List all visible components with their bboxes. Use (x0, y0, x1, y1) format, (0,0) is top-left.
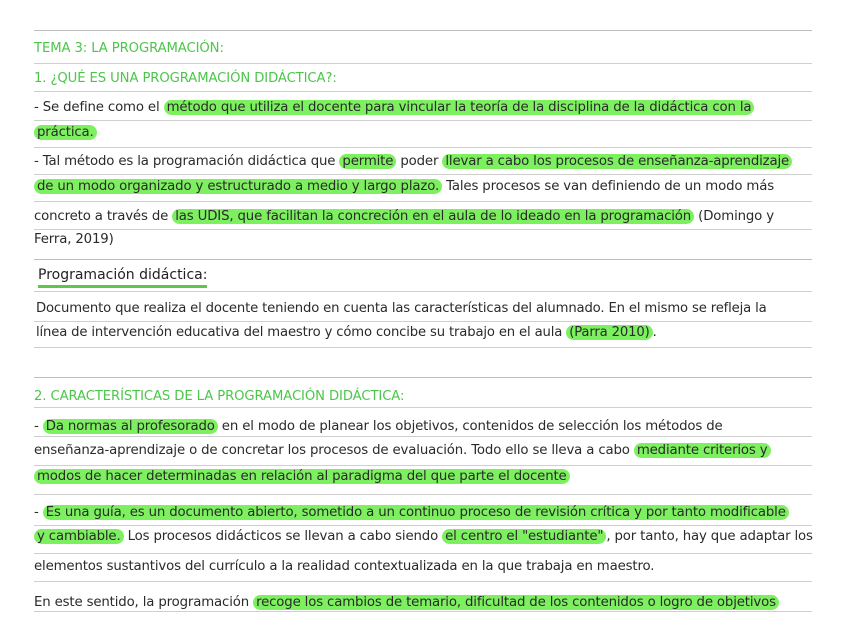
ruled-line (34, 553, 812, 554)
ruled-line (34, 63, 812, 64)
ruled-line (34, 436, 812, 437)
p2-line-2: de un modo organizado y estructurado a medio y largo plazo. Tales procesos se van definiendo de un modo más (34, 178, 814, 196)
highlight: permite (339, 154, 396, 169)
highlight: recoge los cambios de temario, dificultad de los contenidos o logro de objetivos (253, 595, 779, 610)
ruled-line (34, 407, 812, 408)
ruled-line (34, 201, 812, 202)
ruled-line (34, 120, 812, 121)
c2-line-3: elementos sustantivos del currículo a la realidad contextualizada en la que trabaja en maestro. (34, 559, 655, 574)
p2-line-3: concreto a través de las UDIS, que facilitan la concreción en el aula de lo ideado en la programación (Domingo y (34, 209, 774, 224)
c2-line-1: - Es una guía, es un documento abierto, sometido a un continuo proceso de revisión crítica y por tanto modificable (34, 504, 814, 522)
highlight: mediante criterios y (634, 443, 771, 458)
c1-line-3 (34, 468, 814, 486)
ruled-line (34, 525, 812, 526)
ruled-line (34, 494, 812, 495)
ruled-line (34, 377, 812, 378)
p1-line-1: - Se define como el método que utiliza el docente para vincular la teoría de la disciplina de la didáctica con la (34, 99, 814, 117)
highlight: de un modo organizado y estructurado a medio y largo plazo. (34, 179, 442, 194)
ruled-line (34, 291, 812, 292)
highlight: Da normas al profesorado (43, 419, 218, 434)
highlight: modos de hacer determinadas en relación al paradigma del que parte el docente (34, 469, 570, 484)
highlight: (Parra 2010) (566, 325, 652, 340)
highlight: las UDIS, que facilitan la concreción en el aula de lo ideado en la programación (172, 209, 694, 224)
heading-tema: TEMA 3: LA PROGRAMACIÓN: (34, 41, 224, 56)
heading-section-2: 2. CARACTERÍSTICAS DE LA PROGRAMACIÓN DIDÁCTICA: (34, 389, 405, 404)
c1-line-2: enseñanza-aprendizaje o de concretar los procesos de evaluación. Todo ello se lleva a cabo mediante criterios y (34, 442, 814, 460)
definition-title: Programación didáctica: (38, 266, 207, 288)
definition-line-2: línea de intervención educativa del maestro y cómo concibe su trabajo en el aula (Parra 2010) . (36, 325, 657, 340)
c1-line-1: - Da normas al profesorado en el modo de planear los objetivos, contenidos de selección los métodos de (34, 419, 723, 434)
ruled-line (34, 91, 812, 92)
ruled-line (34, 30, 812, 31)
highlight: llevar a cabo los procesos de enseñanza-aprendizaje (442, 154, 792, 169)
p2-line-1: - Tal método es la programación didáctica que permite poder llevar a cabo los procesos de enseñanza-aprendizaje (34, 153, 814, 171)
p1-line-2 (34, 124, 814, 142)
p2-line-4: Ferra, 2019) (34, 232, 114, 247)
heading-section-1: 1. ¿QUÉ ES UNA PROGRAMACIÓN DIDÁCTICA?: (34, 71, 337, 86)
ruled-line (34, 174, 812, 175)
highlight: método que utiliza el docente para vincular la teoría de la disciplina de la didáctica con la (164, 100, 755, 115)
ruled-line (34, 321, 812, 322)
ruled-line (34, 465, 812, 466)
ruled-line (34, 347, 812, 348)
highlight: Es una guía, es un documento abierto, sometido a un continuo proceso de revisión crítica y por tanto modificable (43, 505, 789, 520)
ruled-line (34, 259, 812, 260)
highlight: y cambiable. (34, 529, 124, 544)
highlight: el centro el "estudiante" (442, 529, 606, 544)
highlight: práctica. (34, 125, 97, 140)
ruled-line (34, 581, 812, 582)
ruled-line (34, 147, 812, 148)
ruled-line (34, 229, 812, 230)
c3-line-1: En este sentido, la programación recoge los cambios de temario, dificultad de los contenidos o logro de objetivos (34, 594, 814, 612)
definition-line-1: Documento que realiza el docente teniendo en cuenta las características del alumnado. En el mismo se refleja la (36, 301, 767, 316)
c2-line-2: y cambiable. Los procesos didácticos se llevan a cabo siendo el centro el "estudiante" , por tanto, hay que adaptar los (34, 528, 814, 546)
